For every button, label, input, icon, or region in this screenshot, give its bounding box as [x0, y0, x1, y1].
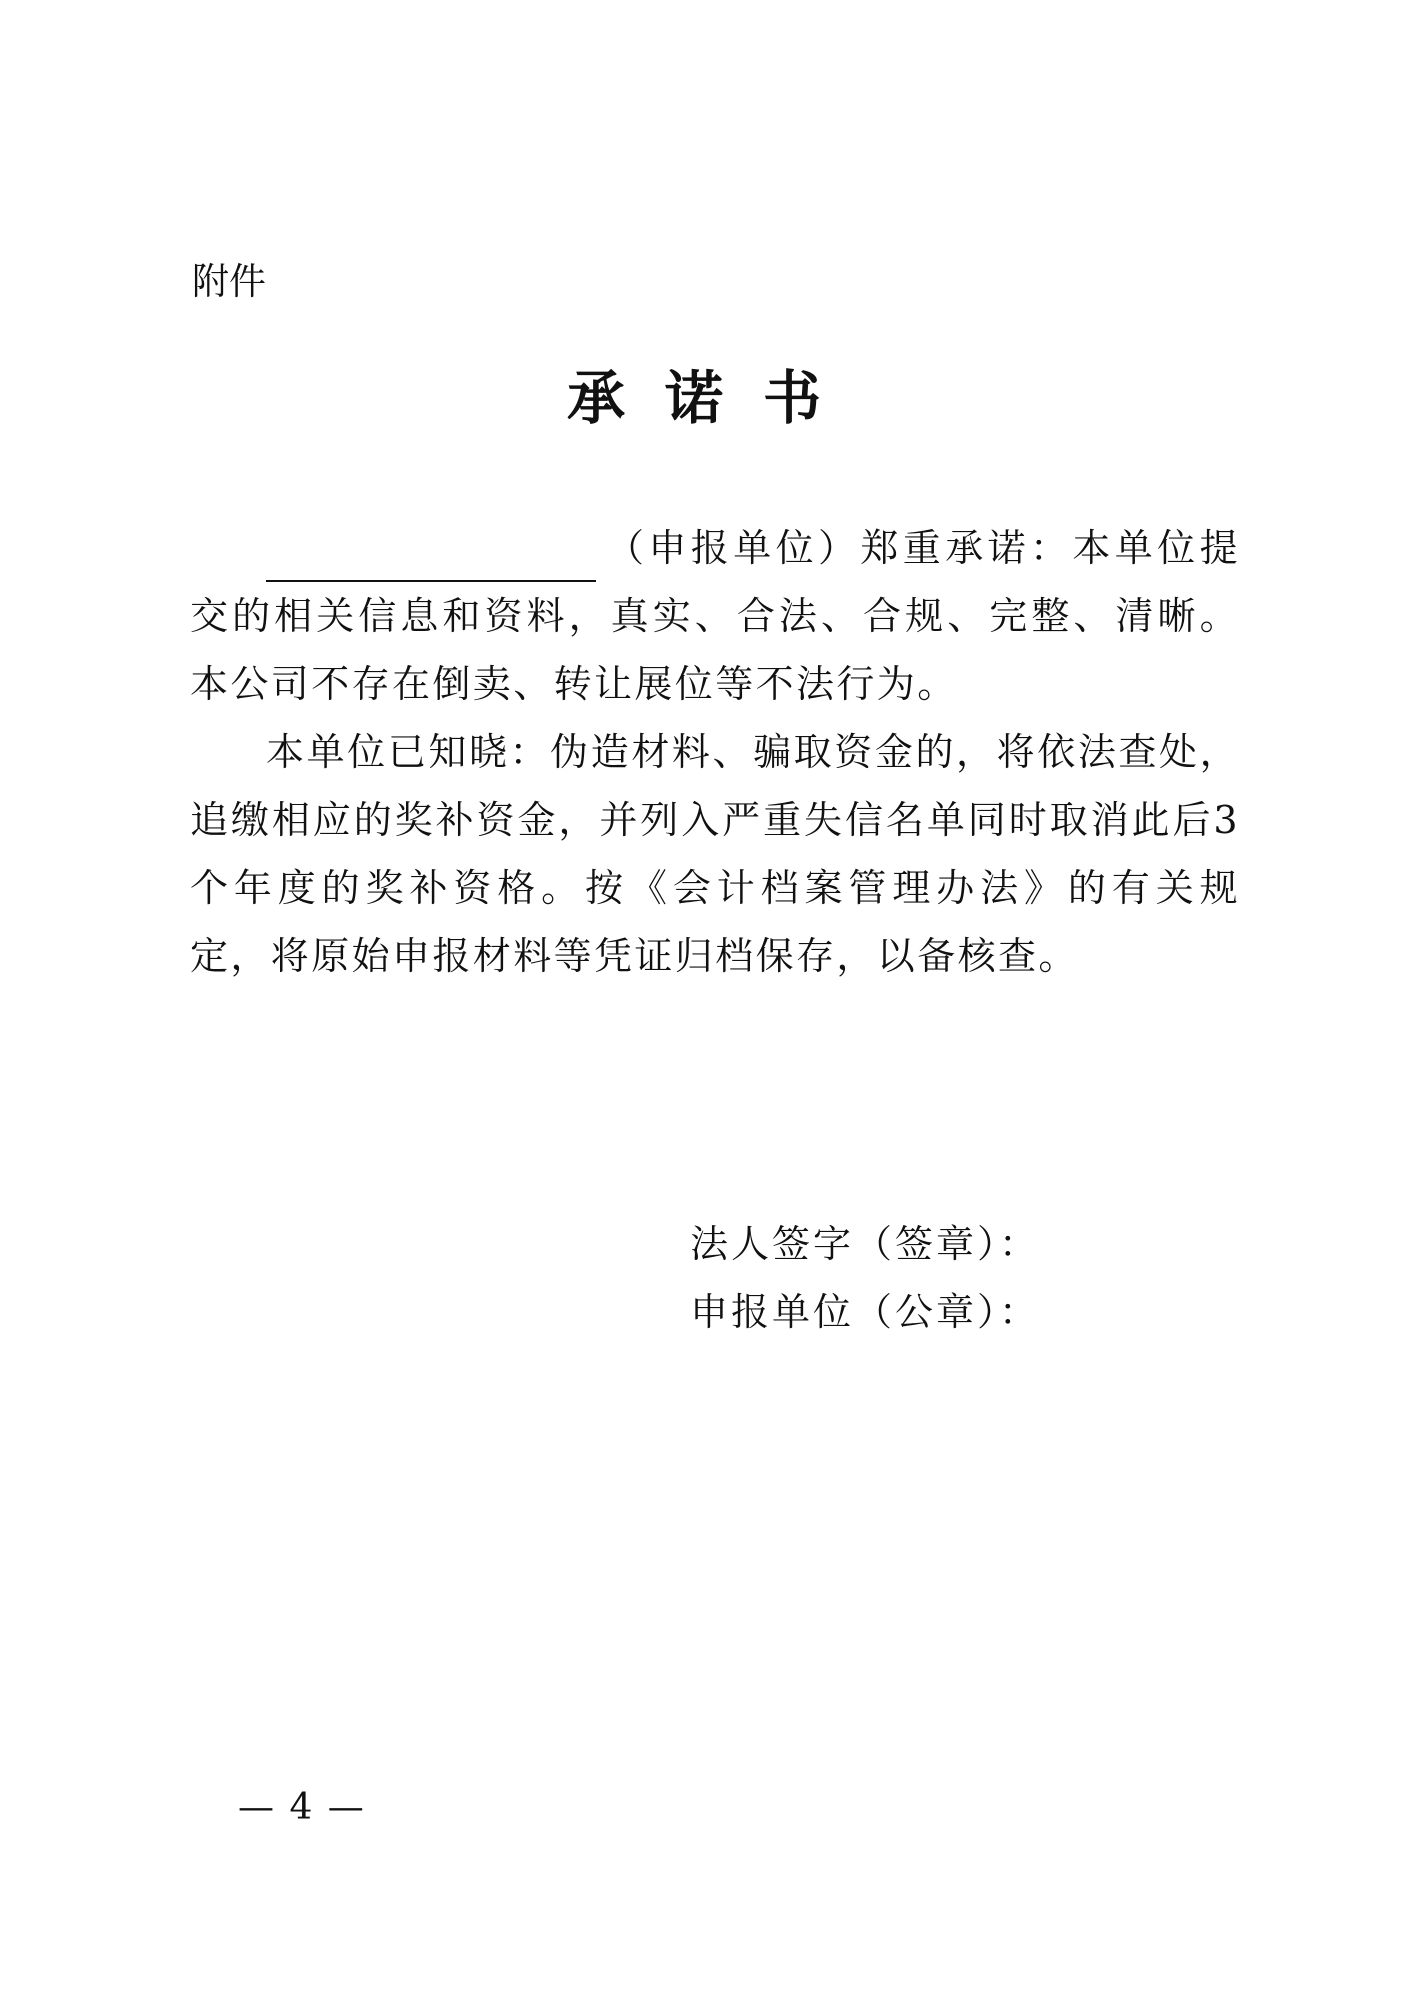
commitment-paragraph-1-text: （申报单位）郑重承诺：本单位提交的相关信息和资料，真实、合法、合规、完整、清晰。本公司不存在倒卖、转让展位等不法行为。 — [190, 526, 1240, 706]
signature-block — [690, 1210, 1040, 1346]
commitment-paragraph-2: 本单位已知晓：伪造材料、骗取资金的，将依法查处，追缴相应的奖补资金，并列入严重失信名单同时取消此后3个年度的奖补资格。按《会计档案管理办法》的有关规定，将原始申报材料等凭证归档保存，以备核查。 — [190, 730, 1240, 978]
applicant-unit-seal-line: 申报单位（公章）： — [690, 1290, 1041, 1334]
legal-person-signature-line: 法人签字（签章）： — [690, 1222, 1041, 1266]
commitment-paragraph-1 — [190, 514, 1240, 718]
page-number: — 4 — — [238, 1787, 366, 1828]
applicant-unit-blank[interactable] — [266, 540, 596, 582]
attachment-label: 附件 — [192, 260, 266, 303]
document-title: 承诺书 — [566, 364, 861, 432]
commitment-body — [190, 514, 1240, 990]
